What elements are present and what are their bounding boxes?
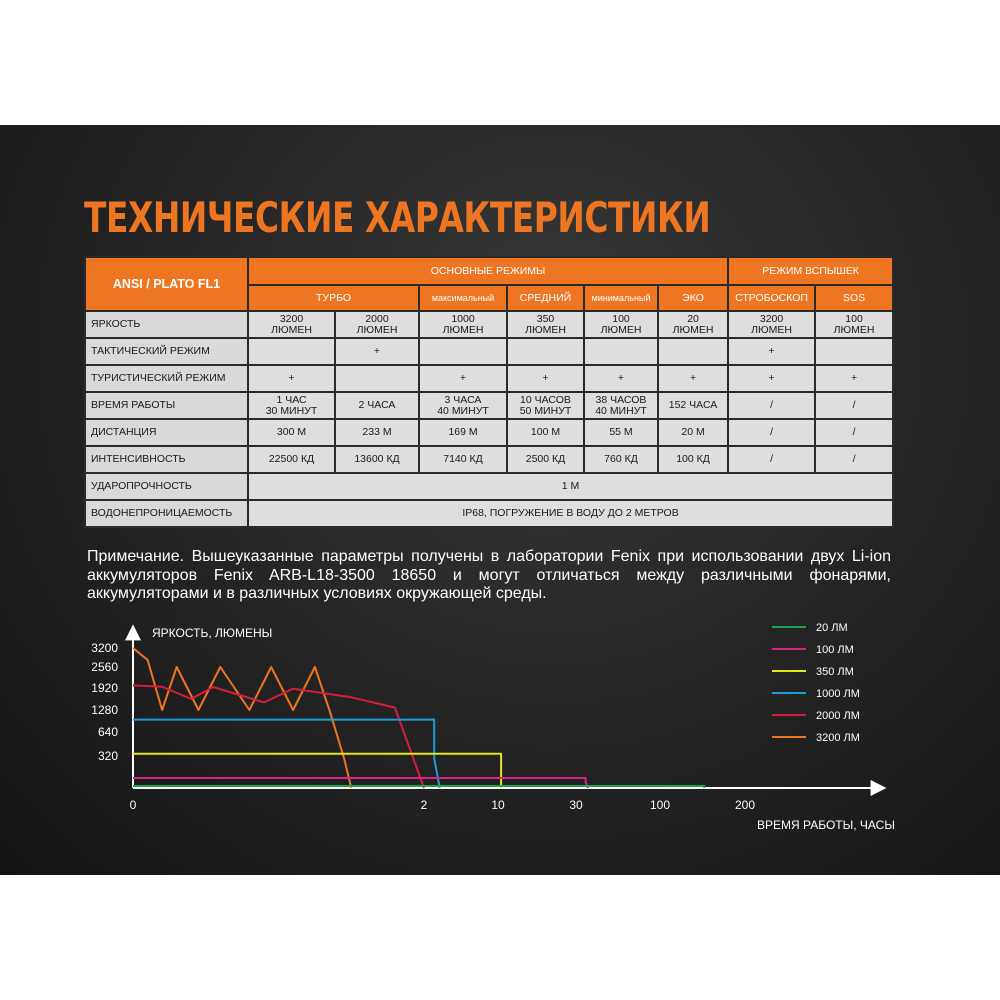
- table-cell: 38 ЧАСОВ 40 МИНУТ: [584, 392, 658, 419]
- mode-header: минимальный: [584, 285, 658, 311]
- table-cell: 350 ЛЮМЕН: [507, 311, 584, 338]
- table-cell: 100 ЛЮМЕН: [584, 311, 658, 338]
- table-cell: /: [815, 419, 893, 446]
- table-cell: /: [728, 392, 815, 419]
- table-cell: +: [658, 365, 728, 392]
- table-cell: 7140 КД: [419, 446, 507, 473]
- series-line: [133, 754, 501, 788]
- table-cell: 2000 ЛЮМЕН: [335, 311, 419, 338]
- table-cell: +: [419, 365, 507, 392]
- table-cell: /: [728, 446, 815, 473]
- table-cell: 3200 ЛЮМЕН: [248, 311, 335, 338]
- table-cell: +: [507, 365, 584, 392]
- mode-header: SOS: [815, 285, 893, 311]
- x-tick-label: 30: [569, 798, 583, 812]
- legend-label: 100 ЛМ: [816, 644, 854, 656]
- table-cell: 169 М: [419, 419, 507, 446]
- table-cell: /: [728, 419, 815, 446]
- row-label: ВОДОНЕПРОНИЦАЕМОСТЬ: [85, 500, 248, 527]
- table-cell: 1 М: [248, 473, 893, 500]
- x-axis-label: ВРЕМЯ РАБОТЫ, ЧАСЫ: [757, 818, 895, 832]
- series-line: [133, 648, 351, 788]
- table-cell: +: [728, 338, 815, 365]
- legend-label: 3200 ЛМ: [816, 732, 860, 744]
- table-cell: IP68, ПОГРУЖЕНИЕ В ВОДУ ДО 2 МЕТРОВ: [248, 500, 893, 527]
- table-cell: /: [815, 446, 893, 473]
- y-tick-label: 2560: [91, 660, 118, 674]
- row-label: ДИСТАНЦИЯ: [85, 419, 248, 446]
- table-cell: 233 М: [335, 419, 419, 446]
- row-label: ТАКТИЧЕСКИЙ РЕЖИМ: [85, 338, 248, 365]
- table-cell: 760 КД: [584, 446, 658, 473]
- table-cell: 20 М: [658, 419, 728, 446]
- x-tick-label: 2: [420, 798, 428, 812]
- group-flash-header: РЕЖИМ ВСПЫШЕК: [728, 257, 893, 285]
- table-cell: +: [584, 365, 658, 392]
- row-label: ЯРКОСТЬ: [85, 311, 248, 338]
- x-tick-label: 10: [491, 798, 505, 812]
- y-tick-label: 3200: [91, 641, 118, 655]
- table-cell: +: [728, 365, 815, 392]
- table-cell: 3 ЧАСА 40 МИНУТ: [419, 392, 507, 419]
- y-tick-label: 320: [97, 749, 118, 763]
- table-cell: 1000 ЛЮМЕН: [419, 311, 507, 338]
- mode-header: СТРОБОСКОП: [728, 285, 815, 311]
- table-corner: ANSI / PLATO FL1: [85, 257, 248, 311]
- legend-label: 2000 ЛМ: [816, 710, 860, 722]
- group-main-header: ОСНОВНЫЕ РЕЖИМЫ: [248, 257, 728, 285]
- mode-header: максимальный: [419, 285, 507, 311]
- legend-label: 20 ЛМ: [816, 622, 848, 634]
- x-tick-label: 100: [649, 798, 671, 812]
- table-cell: 2 ЧАСА: [335, 392, 419, 419]
- table-cell: 22500 КД: [248, 446, 335, 473]
- series-line: [133, 685, 424, 788]
- y-tick-label: 1280: [91, 703, 118, 717]
- table-cell: 55 М: [584, 419, 658, 446]
- row-label: ВРЕМЯ РАБОТЫ: [85, 392, 248, 419]
- table-cell: 3200 ЛЮМЕН: [728, 311, 815, 338]
- table-cell: 100 КД: [658, 446, 728, 473]
- page-title: ТЕХНИЧЕСКИЕ ХАРАКТЕРИСТИКИ: [84, 193, 711, 242]
- table-cell: 10 ЧАСОВ 50 МИНУТ: [507, 392, 584, 419]
- mode-header: СРЕДНИЙ: [507, 285, 584, 311]
- table-cell: +: [248, 365, 335, 392]
- table-cell: 1 ЧАС 30 МИНУТ: [248, 392, 335, 419]
- legend-label: 1000 ЛМ: [816, 688, 860, 700]
- mode-header: ТУРБО: [248, 285, 419, 311]
- row-label: УДАРОПРОЧНОСТЬ: [85, 473, 248, 500]
- table-cell: 100 М: [507, 419, 584, 446]
- table-cell: 152 ЧАСА: [658, 392, 728, 419]
- y-axis-label: ЯРКОСТЬ, ЛЮМЕНЫ: [152, 626, 273, 640]
- table-cell: /: [815, 392, 893, 419]
- note-text: Примечание. Вышеуказанные параметры получены в лаборатории Fenix при использовании двух Li-ion аккумуляторов Fenix ARB-L18-3500 18650 и могут отличаться между различными фонарями, аккумуляторами и в различных условиях окружающей среды.: [87, 548, 891, 602]
- legend-label: 350 ЛМ: [816, 666, 854, 678]
- table-cell: 300 М: [248, 419, 335, 446]
- table-cell: +: [335, 338, 419, 365]
- row-label: ТУРИСТИЧЕСКИЙ РЕЖИМ: [85, 365, 248, 392]
- table-cell: 2500 КД: [507, 446, 584, 473]
- table-cell: 20 ЛЮМЕН: [658, 311, 728, 338]
- row-label: ИНТЕНСИВНОСТЬ: [85, 446, 248, 473]
- x-tick-label: 200: [734, 798, 756, 812]
- table-cell: 13600 КД: [335, 446, 419, 473]
- y-tick-label: 1920: [91, 681, 118, 695]
- table-cell: 100 ЛЮМЕН: [815, 311, 893, 338]
- mode-header: ЭКО: [658, 285, 728, 311]
- x-tick-label: 0: [129, 798, 137, 812]
- table-cell: +: [815, 365, 893, 392]
- y-tick-label: 640: [97, 725, 118, 739]
